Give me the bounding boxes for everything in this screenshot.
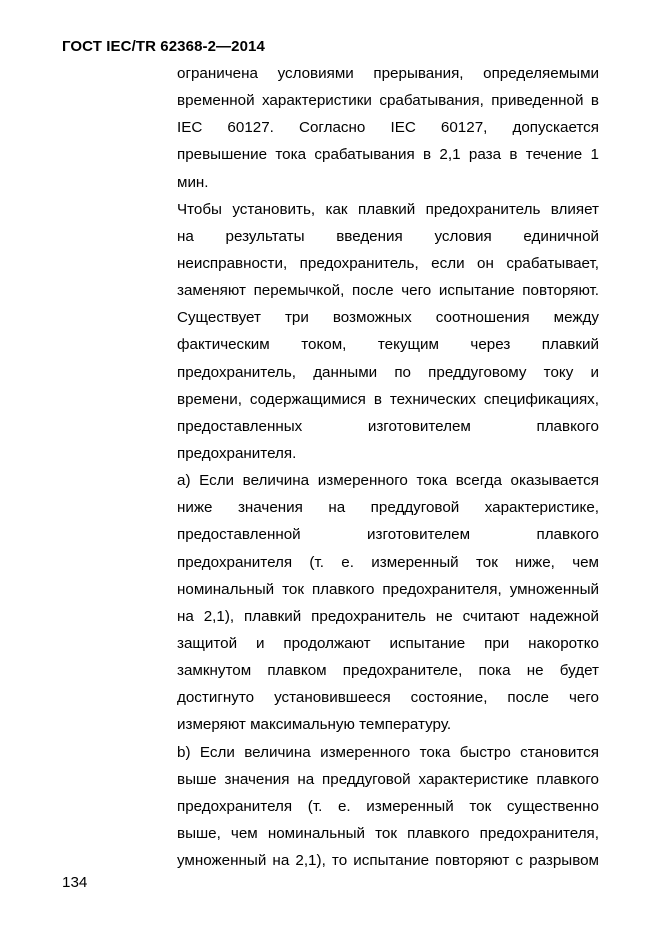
text-line: предохранителя. <box>177 444 297 462</box>
text-line: неисправности, предохранитель, если он срабатывает, <box>177 254 599 272</box>
text-line: предоставленной изготовителем плавкого <box>177 526 599 544</box>
text-line: заменяют перемычкой, после чего испытание повторяют. <box>177 282 599 300</box>
paragraph <box>177 739 599 875</box>
text-line: IEC 60127. Согласно IEC 60127, допускается <box>177 119 599 137</box>
text-line: предохранитель, данными по преддуговому току и <box>177 363 599 381</box>
text-line: b) Если величина измеренного тока быстро становится <box>177 743 599 761</box>
text-line: выше, чем номинальный ток плавкого предохранителя, <box>177 824 599 842</box>
text-line: умноженный на 2,1), то испытание повторяют с разрывом <box>177 852 599 870</box>
text-line: замкнутом плавком предохранителе, пока не будет <box>177 662 599 680</box>
paragraph <box>177 467 599 738</box>
document-header: ГОСТ IEC/TR 62368-2—2014 <box>62 38 265 55</box>
text-line: предохранителя (т. е. измеренный ток ниже, чем <box>177 553 599 571</box>
text-line: предоставленных изготовителем плавкого <box>177 417 599 435</box>
text-line: временной характеристики срабатывания, приведенной в <box>177 92 599 110</box>
text-line: номинальный ток плавкого предохранителя, умноженный <box>177 580 599 598</box>
text-line: a) Если величина измеренного тока всегда оказывается <box>177 472 599 490</box>
text-line: времени, содержащимися в технических спецификациях, <box>177 390 599 408</box>
text-line: предохранителя (т. е. измеренный ток существенно <box>177 797 599 815</box>
text-line: на результаты введения условия единичной <box>177 227 599 245</box>
text-line: Существует три возможных соотношения между <box>177 309 599 327</box>
document-body <box>177 60 599 874</box>
paragraph <box>177 60 599 196</box>
paragraph <box>177 196 599 467</box>
text-line: превышение тока срабатывания в 2,1 раза в течение 1 <box>177 146 599 164</box>
text-line: ниже значения на преддуговой характеристике, <box>177 499 599 517</box>
text-line: ограничена условиями прерывания, определяемыми <box>177 65 599 82</box>
text-line: защитой и продолжают испытание при накоротко <box>177 634 599 652</box>
text-line: измеряют максимальную температуру. <box>177 716 452 734</box>
text-line: фактическим током, текущим через плавкий <box>177 336 599 354</box>
text-line: на 2,1), плавкий предохранитель не считают надежной <box>177 607 599 625</box>
text-line: выше значения на преддуговой характеристике плавкого <box>177 770 599 788</box>
text-line: мин. <box>177 173 209 191</box>
page-number: 134 <box>62 874 88 891</box>
text-line: Чтобы установить, как плавкий предохранитель влияет <box>177 200 599 218</box>
text-line: достигнуто установившееся состояние, после чего <box>177 689 599 707</box>
